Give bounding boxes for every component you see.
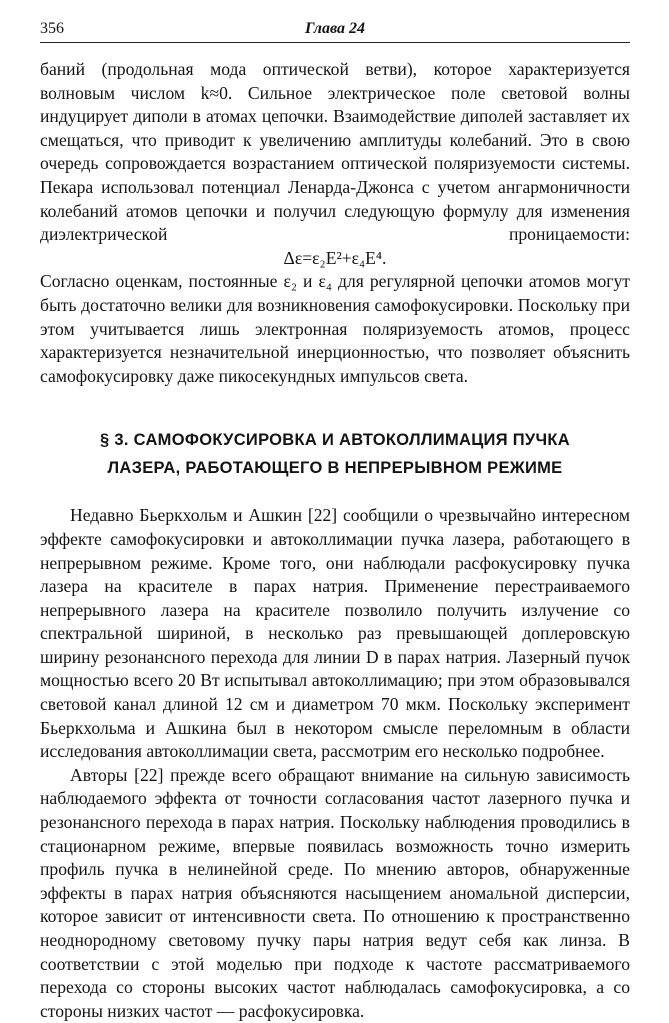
running-header — [40, 20, 630, 43]
page-number: 356 — [40, 20, 64, 37]
chapter-title: Глава 24 — [304, 20, 366, 37]
paragraph-continued: баний (продольная мода оптической ветви), которое характеризуется волновым числом k≈0. Сильное электрическое поле световой волны индуцирует диполи в атомах цепочки. Взаимодействие диполей заставляет их смещаться, что приводит к увеличению амплитуды колебаний. Это в свою очередь сопровождается возрастанием оптической поляризуемости системы. Пекара использовал потенциал Ленарда-Джонса с учетом ангармоничности колебаний атомов цепочки и получил следующую формулу для изменения диэлектрической проницаемости: — [40, 59, 630, 245]
section-heading-line2: ЛАЗЕРА, РАБОТАЮЩЕГО В НЕПРЕРЫВНОМ РЕЖИМЕ — [107, 459, 563, 478]
paragraph-authors: Авторы [22] прежде всего обращают внимание на сильную зависимость наблюдаемого эффекта от точности согласования частот лазерного пучка и резонансного перехода в парах натрия. Поскольку наблюдения проводились в стационарном режиме, впервые появилась возможность точно измерить профиль пучка в нелинейной среде. По мнению авторов, обнаруженные эффекты в парах натрия объясняются насыщением аномальной дисперсии, которое зависит от интенсивности света. По отношению к пространственно неоднородному световому пучку пары натрия ведут себя как линза. В соответствии с этой моделью при подходе к частоте рассматриваемого перехода со стороны высоких частот наблюдалась самофокусировка, а со стороны низких частот — расфокусировка. — [40, 764, 630, 1021]
section-heading — [40, 426, 630, 482]
formula-dielectric: Δε=ε₂E²+ε₄E⁴. — [283, 247, 387, 268]
body-text — [40, 58, 630, 1023]
paragraph-bjorkholm-ashkin: Недавно Бьеркхольм и Ашкин [22] сообщили о чрезвычайно интересном эффекте самофокусировки и автоколлимации пучка лазера, работающего в непрерывном режиме. Кроме того, они наблюдали расфокусировку пучка лазера на красителе в парах натрия. Применение перестраиваемого непрерывного лазера на красителе позволило получить излучение со спектральной шириной, в несколько раз превышающей доплеровскую ширину резонансного перехода для линии D в парах натрия. Лазерный пучок мощностью всего 20 Вт испытывал автоколлимацию; при этом образовывался световой канал длиной 12 см и диаметром 70 мкм. Поскольку эксперимент Бьеркхольма и Ашкина был в некотором смысле переломным в области исследования автоколлимации света, рассмотрим его несколько подробнее. — [40, 505, 630, 762]
section-heading-line1: § 3. САМОФОКУСИРОВКА И АВТОКОЛЛИМАЦИЯ ПУЧКА — [100, 431, 570, 450]
paragraph-estimates: Согласно оценкам, постоянные ε₂ и ε₄ для регулярной цепочки атомов могут быть достаточно велики для возникновения самофокусировки. Поскольку при этом учитывается лишь электронная поляризуемость атомов, процесс характеризуется незначительной инерционностью, что позволяет объяснить самофокусировку даже пикосекундных импульсов света. — [40, 271, 630, 386]
